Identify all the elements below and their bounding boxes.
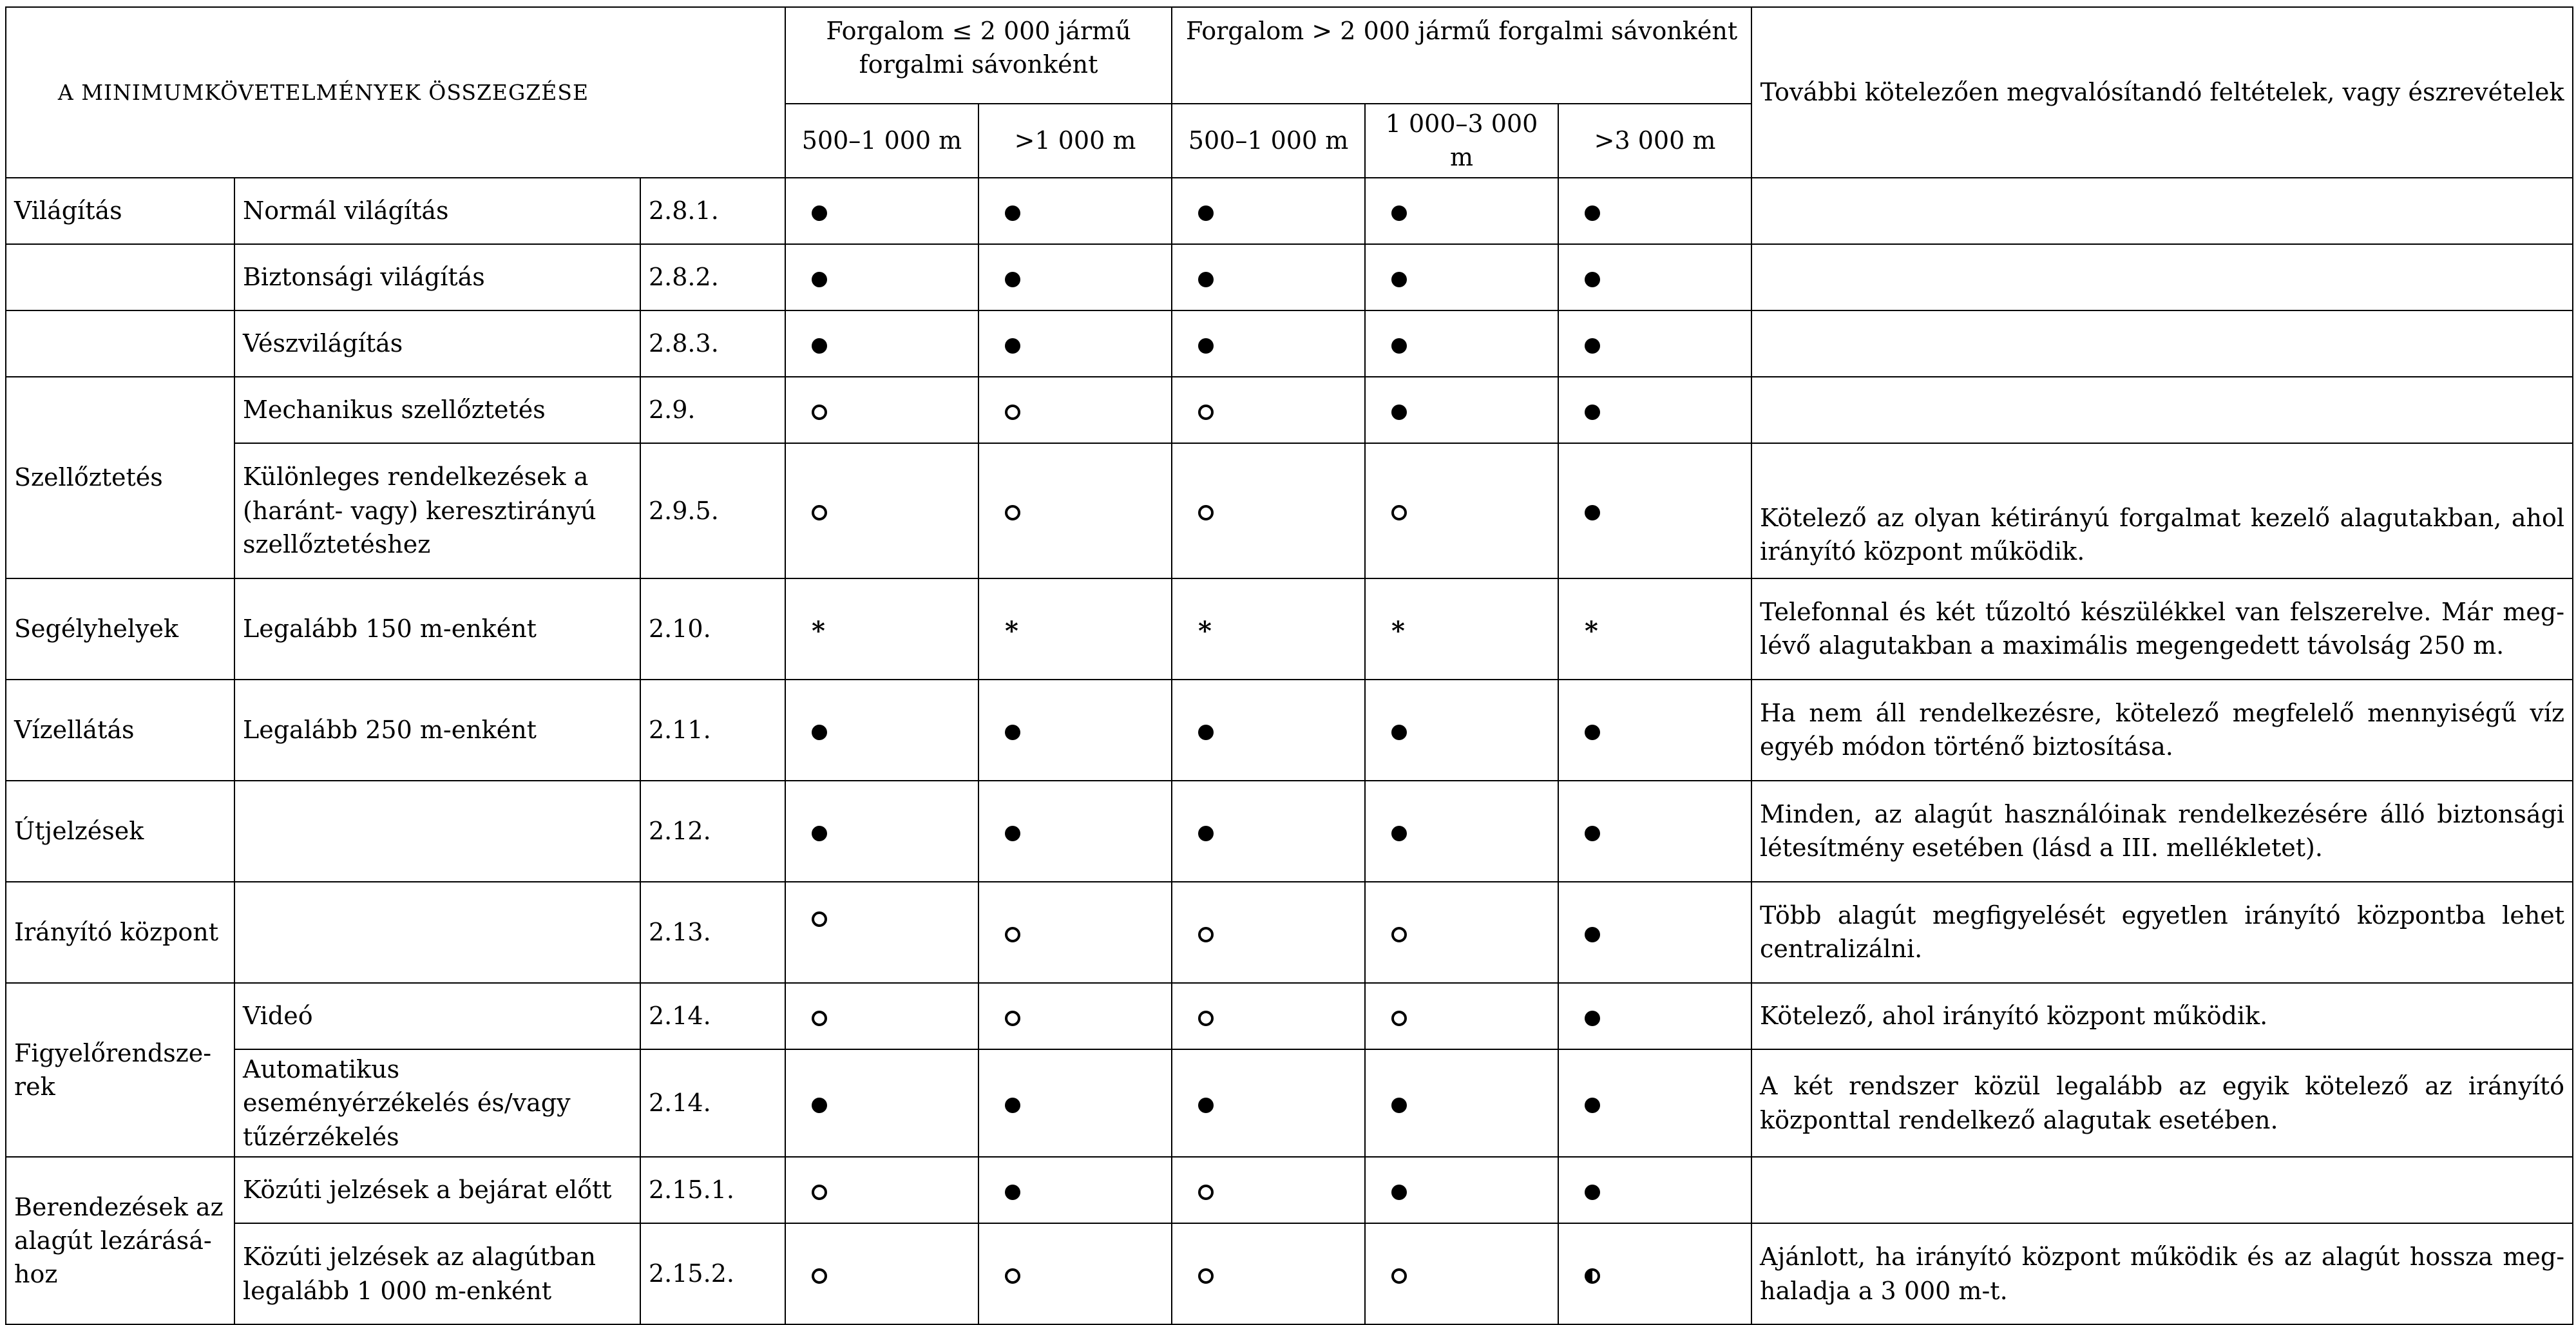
category-cell: Segélyhelyek	[6, 578, 234, 680]
symbol-cell	[785, 983, 978, 1049]
requirement-mark	[812, 1185, 827, 1200]
symbol-cell	[1365, 578, 1558, 680]
symbol-cell	[1365, 680, 1558, 781]
symbol-cell	[1172, 578, 1365, 680]
symbol-cell	[1172, 680, 1365, 781]
remark-cell: Minden, az alagút használóinak rendelkezésére álló biztonsági létesítmény esetében (lásd a III. mellékletet).	[1751, 781, 2573, 882]
requirement-mark	[1005, 205, 1020, 221]
symbol-cell	[785, 1223, 978, 1324]
category-cell: Útjelzések	[6, 781, 234, 882]
symbol-cell	[978, 377, 1172, 443]
ref-cell: 2.15.1.	[640, 1157, 785, 1223]
symbol-cell	[1558, 1049, 1751, 1157]
requirement-mark	[1198, 205, 1214, 221]
symbol-cell	[1172, 1049, 1365, 1157]
symbol-cell	[785, 578, 978, 680]
symbol-cell	[1365, 983, 1558, 1049]
symbol-cell	[1558, 882, 1751, 983]
remark-cell	[1751, 377, 2573, 443]
ref-cell: 2.14.	[640, 1049, 785, 1157]
remark-cell	[1751, 310, 2573, 377]
requirement-mark	[1391, 927, 1407, 942]
length-header: >3 000 m	[1558, 104, 1751, 178]
requirement-mark	[1585, 826, 1600, 841]
requirement-mark	[1391, 338, 1407, 354]
ref-cell: 2.15.2.	[640, 1223, 785, 1324]
symbol-cell	[1558, 443, 1751, 578]
symbol-cell	[1172, 882, 1365, 983]
symbol-cell	[978, 1157, 1172, 1223]
symbol-cell	[785, 244, 978, 310]
symbol-cell	[978, 244, 1172, 310]
measure-cell	[234, 781, 640, 882]
requirement-mark	[1585, 1185, 1600, 1200]
requirement-mark	[812, 205, 827, 221]
category-cell: Berendezések az alagút lezárásá-hoz	[6, 1157, 234, 1324]
measure-cell	[234, 882, 640, 983]
symbol-cell	[1172, 244, 1365, 310]
requirement-mark	[812, 826, 827, 841]
symbol-cell	[1172, 781, 1365, 882]
ref-cell: 2.10.	[640, 578, 785, 680]
symbol-cell	[1365, 882, 1558, 983]
remark-cell	[1751, 1157, 2573, 1223]
ref-cell: 2.8.3.	[640, 310, 785, 377]
group-header-high-traffic: Forgalom > 2 000 jármű forgalmi sávonként	[1172, 7, 1751, 104]
requirement-mark	[1391, 826, 1407, 841]
requirement-mark: *	[1585, 615, 1598, 646]
symbol-cell	[1558, 983, 1751, 1049]
summary-title-spacer	[640, 7, 785, 178]
symbol-cell	[1558, 578, 1751, 680]
requirement-mark	[1198, 725, 1214, 740]
requirement-mark	[1585, 927, 1600, 942]
category-cell: Vízellátás	[6, 680, 234, 781]
symbol-cell	[978, 178, 1172, 244]
symbol-cell	[978, 1049, 1172, 1157]
length-header: 500–1 000 m	[1172, 104, 1365, 178]
summary-title: A MINIMUMKÖVETELMÉNYEK ÖSSZEGZÉSE	[6, 7, 640, 178]
remark-cell: Kötelező, ahol irányító központ működik.	[1751, 983, 2573, 1049]
category-cell: Figyelőrendsze-rek	[6, 983, 234, 1157]
symbol-cell	[1558, 244, 1751, 310]
symbol-cell	[1365, 310, 1558, 377]
symbol-cell	[1558, 680, 1751, 781]
symbol-cell	[1365, 178, 1558, 244]
requirement-mark	[812, 505, 827, 520]
requirement-mark	[1585, 1268, 1600, 1284]
requirement-mark: *	[1198, 615, 1212, 646]
requirement-mark	[1585, 1011, 1600, 1026]
measure-cell: Különleges rendelkezések a (haránt- vagy) keresztirányú szellőztetéshez	[234, 443, 640, 578]
symbol-cell	[978, 310, 1172, 377]
remark-cell	[1751, 178, 2573, 244]
measure-cell: Közúti jelzések a bejárat előtt	[234, 1157, 640, 1223]
category-cell	[6, 310, 234, 377]
requirement-mark	[1585, 272, 1600, 287]
category-cell: Világítás	[6, 178, 234, 244]
requirement-mark	[1005, 505, 1020, 520]
symbol-cell	[1172, 178, 1365, 244]
category-cell: Irányító központ	[6, 882, 234, 983]
remark-cell: Ajánlott, ha irányító központ működik és az alagút hossza meg-haladja a 3 000 m-t.	[1751, 1223, 2573, 1324]
requirement-mark	[1198, 826, 1214, 841]
requirement-mark	[1005, 1268, 1020, 1284]
remarks-header: További kötelezően megvalósítandó feltételek, vagy észrevételek	[1751, 7, 2573, 178]
requirement-mark	[1198, 927, 1214, 942]
requirement-mark: *	[1391, 615, 1405, 646]
remark-cell: A két rendszer közül legalább az egyik kötelező az irányító központtal rendelkező alagutak esetében.	[1751, 1049, 2573, 1157]
requirement-mark	[812, 725, 827, 740]
requirement-mark	[1585, 505, 1600, 520]
symbol-cell	[1365, 781, 1558, 882]
requirements-table	[5, 6, 2573, 1325]
requirement-mark	[1198, 1098, 1214, 1113]
symbol-cell	[1365, 1223, 1558, 1324]
requirement-mark	[812, 1268, 827, 1284]
symbol-cell	[1558, 310, 1751, 377]
symbol-cell	[978, 443, 1172, 578]
symbol-cell	[785, 377, 978, 443]
symbol-cell	[785, 1049, 978, 1157]
symbol-cell	[1172, 310, 1365, 377]
length-header: 1 000–3 000 m	[1365, 104, 1558, 178]
symbol-cell	[1558, 178, 1751, 244]
symbol-cell	[785, 1157, 978, 1223]
measure-cell: Videó	[234, 983, 640, 1049]
remark-cell: Több alagút megfigyelését egyetlen irányító központba lehet centralizálni.	[1751, 882, 2573, 983]
requirement-mark	[1585, 405, 1600, 420]
symbol-cell	[1365, 1049, 1558, 1157]
requirement-mark	[812, 272, 827, 287]
symbol-cell	[1172, 983, 1365, 1049]
measure-cell: Vészvilágítás	[234, 310, 640, 377]
requirement-mark	[1585, 1098, 1600, 1113]
requirement-mark	[812, 338, 827, 354]
measure-cell: Biztonsági világítás	[234, 244, 640, 310]
symbol-cell	[1558, 781, 1751, 882]
requirement-mark	[812, 1098, 827, 1113]
symbol-cell	[1558, 1157, 1751, 1223]
requirement-mark	[812, 911, 827, 927]
length-header: >1 000 m	[978, 104, 1172, 178]
requirement-mark	[1198, 1011, 1214, 1026]
symbol-cell	[785, 443, 978, 578]
symbol-cell	[1172, 1223, 1365, 1324]
remark-cell: Kötelező az olyan kétirányú forgalmat kezelő alagutakban, ahol irányító központ működik.	[1751, 443, 2573, 578]
requirement-mark	[1005, 1098, 1020, 1113]
remark-cell	[1751, 244, 2573, 310]
measure-cell: Legalább 150 m-enként	[234, 578, 640, 680]
symbol-cell	[1365, 244, 1558, 310]
symbol-cell	[978, 882, 1172, 983]
symbol-cell	[785, 178, 978, 244]
requirement-mark	[1391, 1098, 1407, 1113]
category-cell: Szellőztetés	[6, 377, 234, 578]
requirement-mark	[1391, 405, 1407, 420]
symbol-cell	[785, 310, 978, 377]
requirement-mark	[1391, 505, 1407, 520]
requirement-mark: *	[1005, 615, 1018, 646]
symbol-cell	[1365, 1157, 1558, 1223]
requirement-mark: *	[812, 615, 825, 646]
symbol-cell	[1172, 443, 1365, 578]
requirement-mark	[1585, 338, 1600, 354]
requirement-mark	[1198, 505, 1214, 520]
requirement-mark	[1005, 725, 1020, 740]
requirement-mark	[1391, 1185, 1407, 1200]
length-header: 500–1 000 m	[785, 104, 978, 178]
ref-cell: 2.9.5.	[640, 443, 785, 578]
requirement-mark	[1005, 405, 1020, 420]
remark-cell: Telefonnal és két tűzoltó készülékkel van felszerelve. Már meg-lévő alagutakban a maximális megengedett távolság 250 m.	[1751, 578, 2573, 680]
ref-cell: 2.11.	[640, 680, 785, 781]
group-header-low-traffic: Forgalom ≤ 2 000 jármű forgalmi sávonként	[785, 7, 1172, 104]
requirement-mark	[1005, 338, 1020, 354]
remark-cell: Ha nem áll rendelkezésre, kötelező megfelelő mennyiségű víz egyéb módon történő biztosítása.	[1751, 680, 2573, 781]
ref-cell: 2.14.	[640, 983, 785, 1049]
symbol-cell	[978, 1223, 1172, 1324]
requirement-mark	[1391, 1268, 1407, 1284]
requirement-mark	[1005, 1185, 1020, 1200]
requirement-mark	[1005, 1011, 1020, 1026]
symbol-cell	[785, 882, 978, 983]
symbol-cell	[978, 578, 1172, 680]
requirement-mark	[1005, 927, 1020, 942]
category-cell	[6, 244, 234, 310]
symbol-cell	[1558, 1223, 1751, 1324]
requirement-mark	[812, 1011, 827, 1026]
ref-cell: 2.8.1.	[640, 178, 785, 244]
requirement-mark	[1005, 826, 1020, 841]
requirement-mark	[812, 405, 827, 420]
ref-cell: 2.8.2.	[640, 244, 785, 310]
measure-cell: Normál világítás	[234, 178, 640, 244]
symbol-cell	[978, 781, 1172, 882]
requirement-mark	[1198, 272, 1214, 287]
ref-cell: 2.12.	[640, 781, 785, 882]
symbol-cell	[785, 680, 978, 781]
requirement-mark	[1198, 338, 1214, 354]
requirement-mark	[1391, 725, 1407, 740]
symbol-cell	[978, 680, 1172, 781]
symbol-cell	[785, 781, 978, 882]
symbol-cell	[1365, 377, 1558, 443]
requirement-mark	[1198, 405, 1214, 420]
symbol-cell	[1172, 377, 1365, 443]
measure-cell: Közúti jelzések az alagútban legalább 1 000 m-enként	[234, 1223, 640, 1324]
measure-cell: Mechanikus szellőztetés	[234, 377, 640, 443]
requirement-mark	[1391, 205, 1407, 221]
requirement-mark	[1198, 1268, 1214, 1284]
symbol-cell	[978, 983, 1172, 1049]
measure-cell: Legalább 250 m-enként	[234, 680, 640, 781]
measure-cell: Automatikus eseményérzékelés és/vagy tűzérzékelés	[234, 1049, 640, 1157]
symbol-cell	[1558, 377, 1751, 443]
ref-cell: 2.9.	[640, 377, 785, 443]
requirement-mark	[1005, 272, 1020, 287]
requirement-mark	[1198, 1185, 1214, 1200]
requirement-mark	[1391, 272, 1407, 287]
symbol-cell	[1172, 1157, 1365, 1223]
ref-cell: 2.13.	[640, 882, 785, 983]
requirement-mark	[1391, 1011, 1407, 1026]
requirement-mark	[1585, 205, 1600, 221]
symbol-cell	[1365, 443, 1558, 578]
requirement-mark	[1585, 725, 1600, 740]
